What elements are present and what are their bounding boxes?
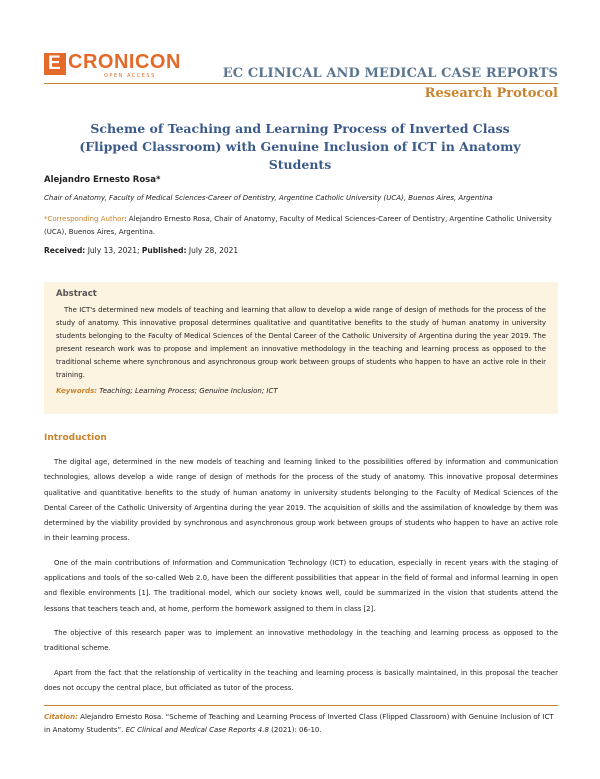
- abstract-body: The ICT's determined new models of teaching and learning that allow to develop a wide range of design of methods for the process of the study of anatomy. This innovative proposal determines qualitative and quantitative benefits to the study of human anatomy in university students belonging to the Faculty of Medical Sciences of the Dental Career of the Catholic University of Argentina during the year 2019. The present research work was to propose and implement an innovative methodology in the teaching and learning process as opposed to the traditional scheme where synchronous and asynchronous group work between groups of students who happen to have an active role in their training.: [56, 306, 546, 379]
- citation-label: Citation:: [44, 713, 78, 721]
- paper-title: Scheme of Teaching and Learning Process of Inverted Class (Flipped Classroom) with Genuine Inclusion of ICT in Anatomy Students: [79, 121, 521, 172]
- cronicon-logo: [44, 51, 181, 79]
- corresponding-label: *Corresponding Author: [44, 215, 125, 223]
- published-label: Published:: [141, 246, 187, 255]
- header-divider: [44, 83, 558, 84]
- publication-dates: [44, 246, 238, 255]
- corresponding-text: : Alejandro Ernesto Rosa, Chair of Anatomy, Faculty of Medical Sciences-Career of Dentistry, Argentine Catholic University (UCA), Buenos Aires, Argentina.: [44, 215, 552, 236]
- paragraph: Apart from the fact that the relationship of verticality in the teaching and learning process is basically maintained, in this proposal the teacher does not occupy the central place, but officiated as tutor of the process.: [44, 668, 558, 692]
- published-date: July 28, 2021: [186, 246, 239, 255]
- author-name: Alejandro Ernesto Rosa*: [44, 175, 161, 185]
- abstract-heading: Abstract: [56, 289, 97, 299]
- logo-mark: [44, 53, 66, 75]
- keywords: [56, 387, 546, 395]
- received-label: Received:: [44, 246, 86, 255]
- introduction-body: [44, 455, 558, 705]
- corresponding-author: [44, 213, 554, 239]
- article-type: Research Protocol: [424, 86, 558, 101]
- author-affiliation: Chair of Anatomy, Faculty of Medical Sciences-Career of Dentistry, Argentine Catholic University (UCA), Buenos Aires, Argentina: [44, 194, 493, 202]
- citation-text: Alejandro Ernesto Rosa. “Scheme of Teaching and Learning Process of Inverted Class (Flipped Classroom) with Genuine Inclusion of ICT in Anatomy Students”.: [44, 713, 554, 734]
- citation-journal: EC Clinical and Medical Case Reports 4.8: [125, 726, 269, 734]
- journal-name: EC CLINICAL AND MEDICAL CASE REPORTS: [222, 66, 558, 81]
- keywords-label: Keywords:: [56, 387, 98, 395]
- paragraph: The digital age, determined in the new models of teaching and learning linked to the possibilities offered by information and communication technologies, allows develop a wide range of design of methods for the process of the study of anatomy. This innovative proposal determines qualitative and quantitative benefits to the study of human anatomy in university students belonging to the Faculty of Medical Sciences of the Dental Career of the Catholic University of Argentina during the year 2019. The acquisition of skills and the assimilation of knowledge by them was determined by the viability provided by synchronous and asynchronous group work between groups of students who happen to have an active role in their learning process.: [44, 458, 558, 543]
- introduction-heading: Introduction: [44, 433, 107, 443]
- logo-letter: E: [48, 53, 61, 74]
- abstract-box: [44, 282, 558, 414]
- paragraph: The objective of this research paper was to implement an innovative methodology in the teaching and learning process as opposed to the traditional scheme.: [44, 628, 558, 653]
- logo-name: CRONICON: [68, 51, 181, 73]
- footer-divider: [44, 705, 558, 706]
- keywords-list: Teaching; Learning Process; Genuine Inclusion; ICT: [97, 387, 278, 395]
- paragraph: One of the main contributions of Information and Communication Technology (ICT) to education, especially in recent years with the staging of applications and tools of the so-called Web 2.0, have been the different possibilities that appear in the field of formal and informal learning in open and flexible environments [1]. The traditional model, which our society knows well, could be summarized in the vision that students attend the lessons that teachers teach and, at home, perform the homework assigned to them in class [2].: [44, 558, 558, 613]
- citation-tail: (2021): 06-10.: [268, 726, 322, 734]
- citation: [44, 711, 558, 737]
- received-date: July 13, 2021;: [85, 246, 142, 255]
- logo-subtitle: OPEN ACCESS: [104, 73, 156, 79]
